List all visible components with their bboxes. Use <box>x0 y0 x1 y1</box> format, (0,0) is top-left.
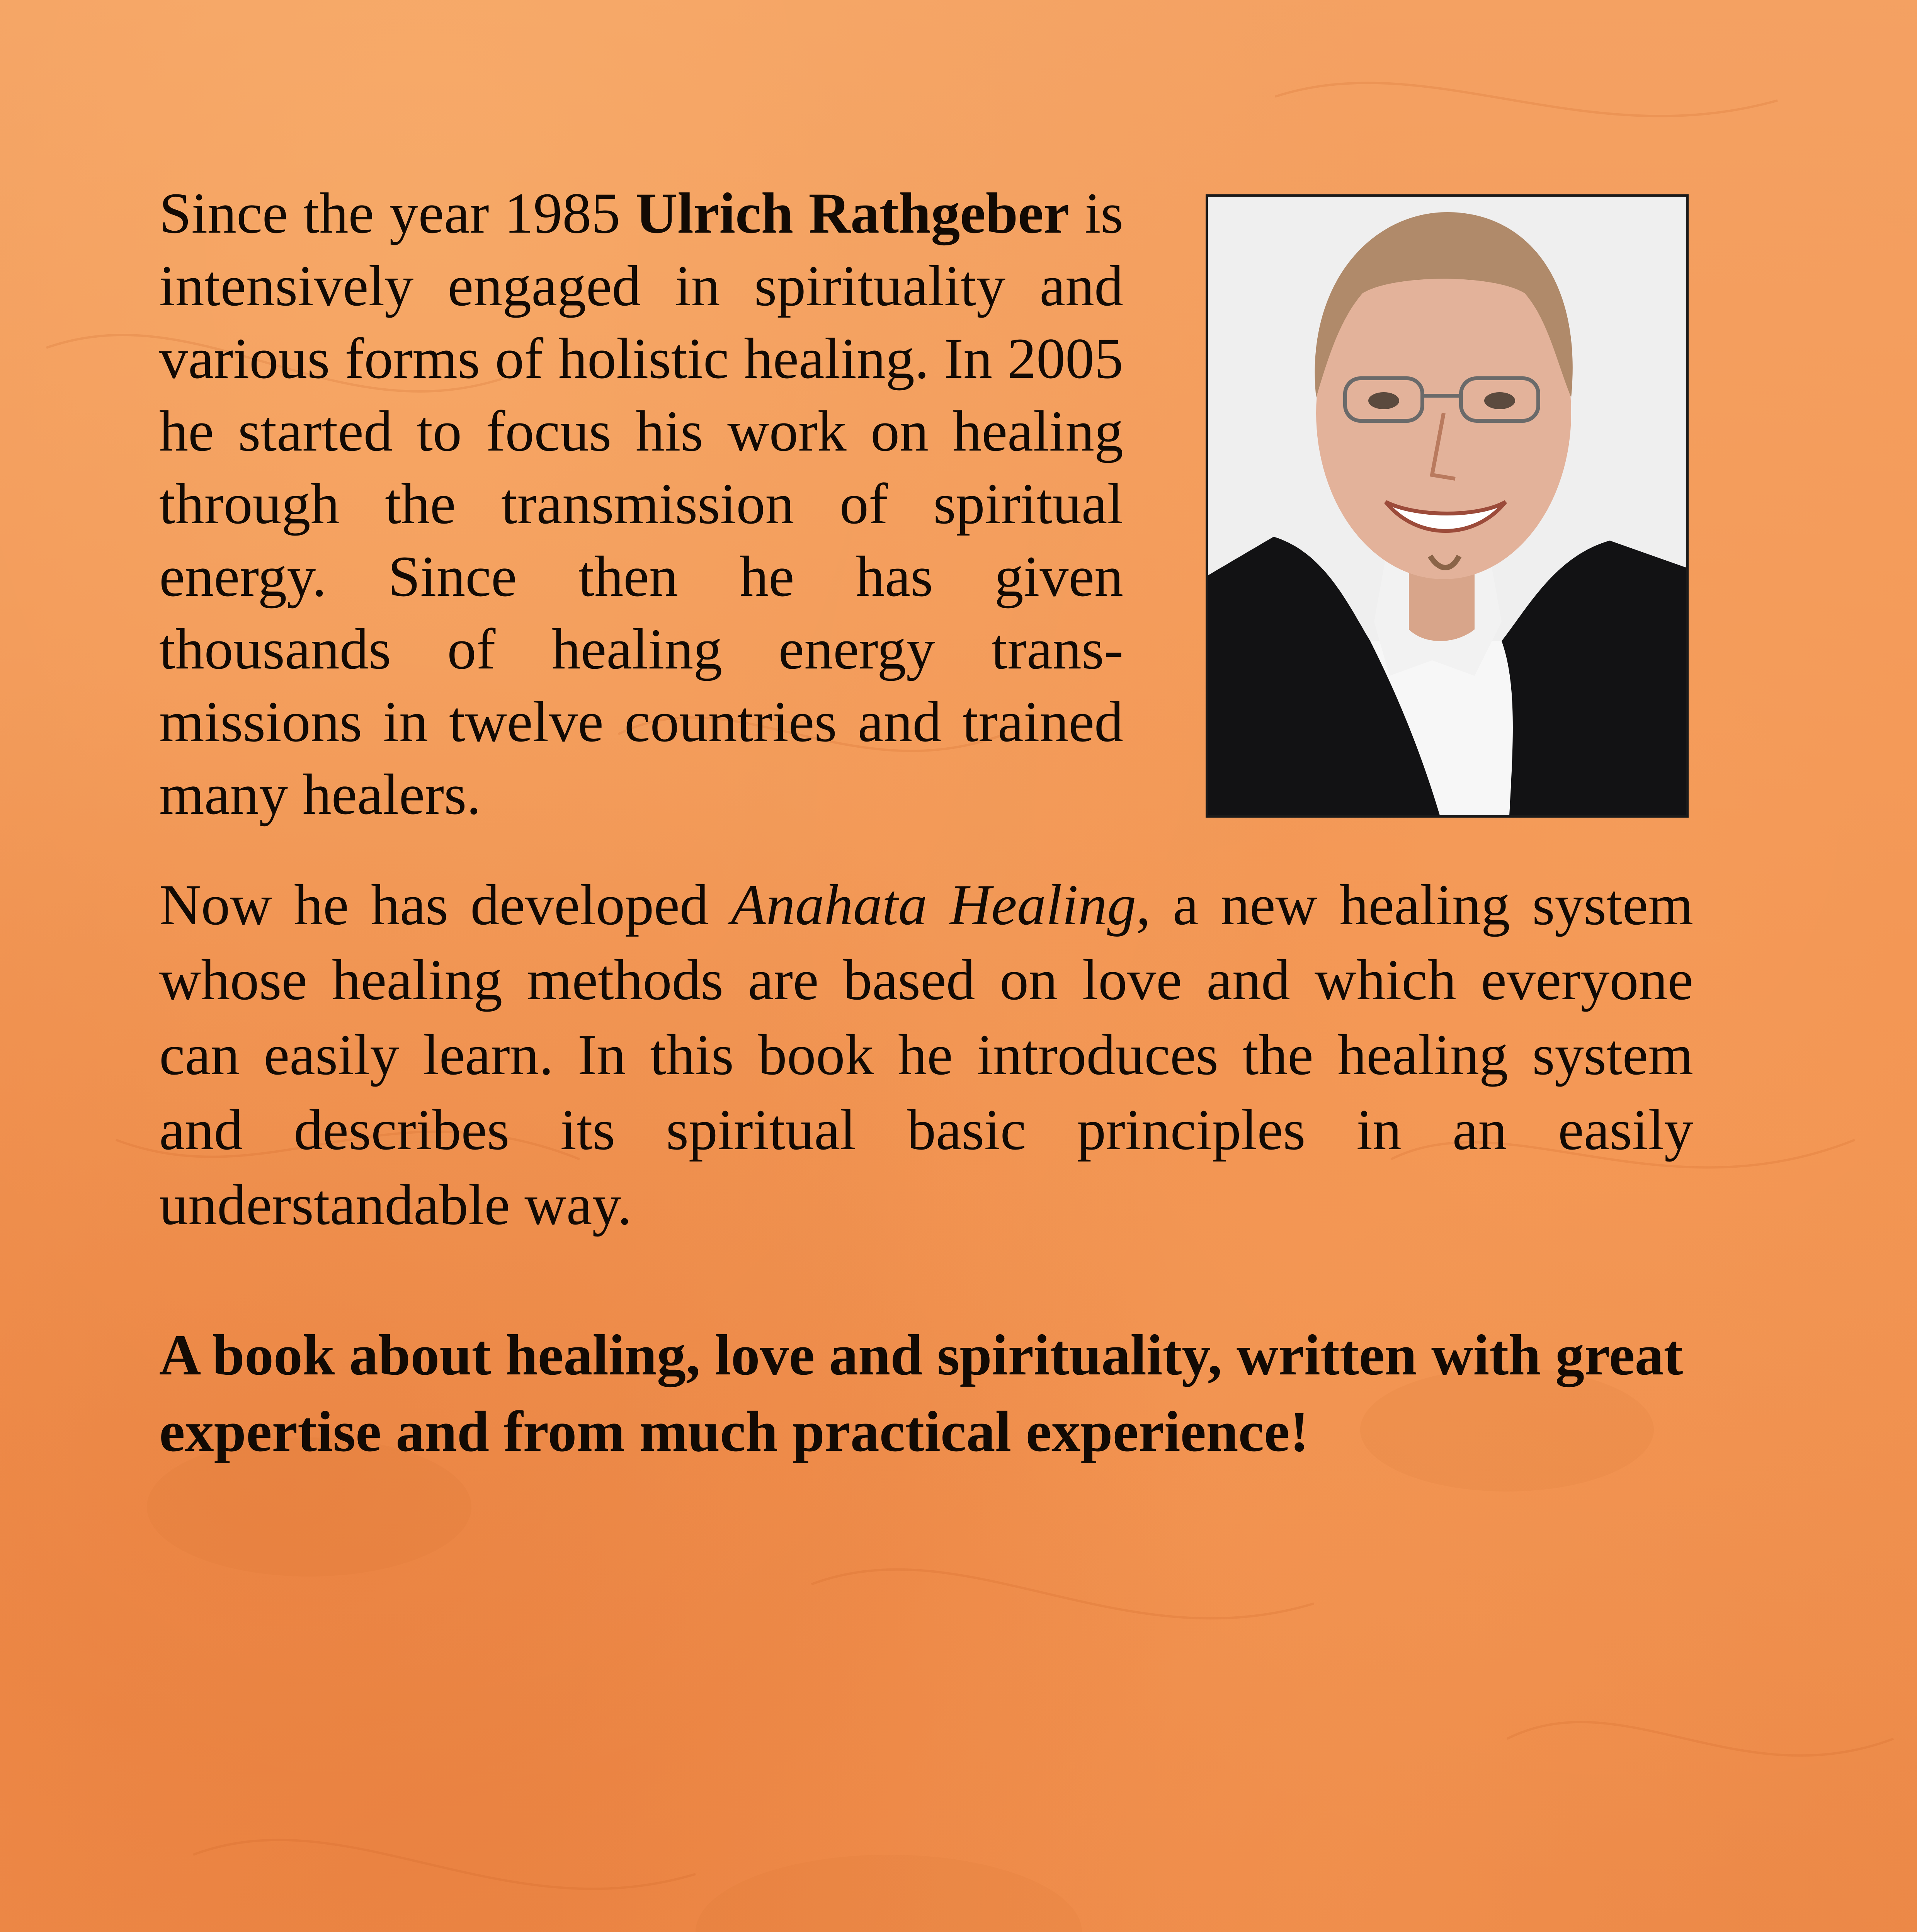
description-lead: Now he has developed <box>159 873 731 937</box>
bio-rest: is intensively engaged in spirituality and various forms of holistic healing. In 2005 he started to focus his work on healing through the transmission of spiritual energy. Since then he has given thousands of healing energy transmissions in twelve countries and trained many healers. <box>159 181 1124 827</box>
description-rest: , a new healing system whose healing methods are based on love and which everyone can easily learn. In this book he introduces the healing system and describes its spiritual basic principles in an easily understandable way. <box>159 873 1693 1237</box>
healing-system-name: Anahata Healing <box>731 873 1136 937</box>
author-bio <box>159 177 1123 831</box>
author-photo <box>1206 194 1689 818</box>
bio-lead: Since the year 1985 <box>159 181 636 245</box>
tagline: A book about healing, love and spirituality, written with great expertise and from much practical experience! <box>159 1323 1683 1464</box>
author-name: Ulrich Rathgeber <box>635 181 1070 245</box>
book-description <box>159 867 1693 1242</box>
